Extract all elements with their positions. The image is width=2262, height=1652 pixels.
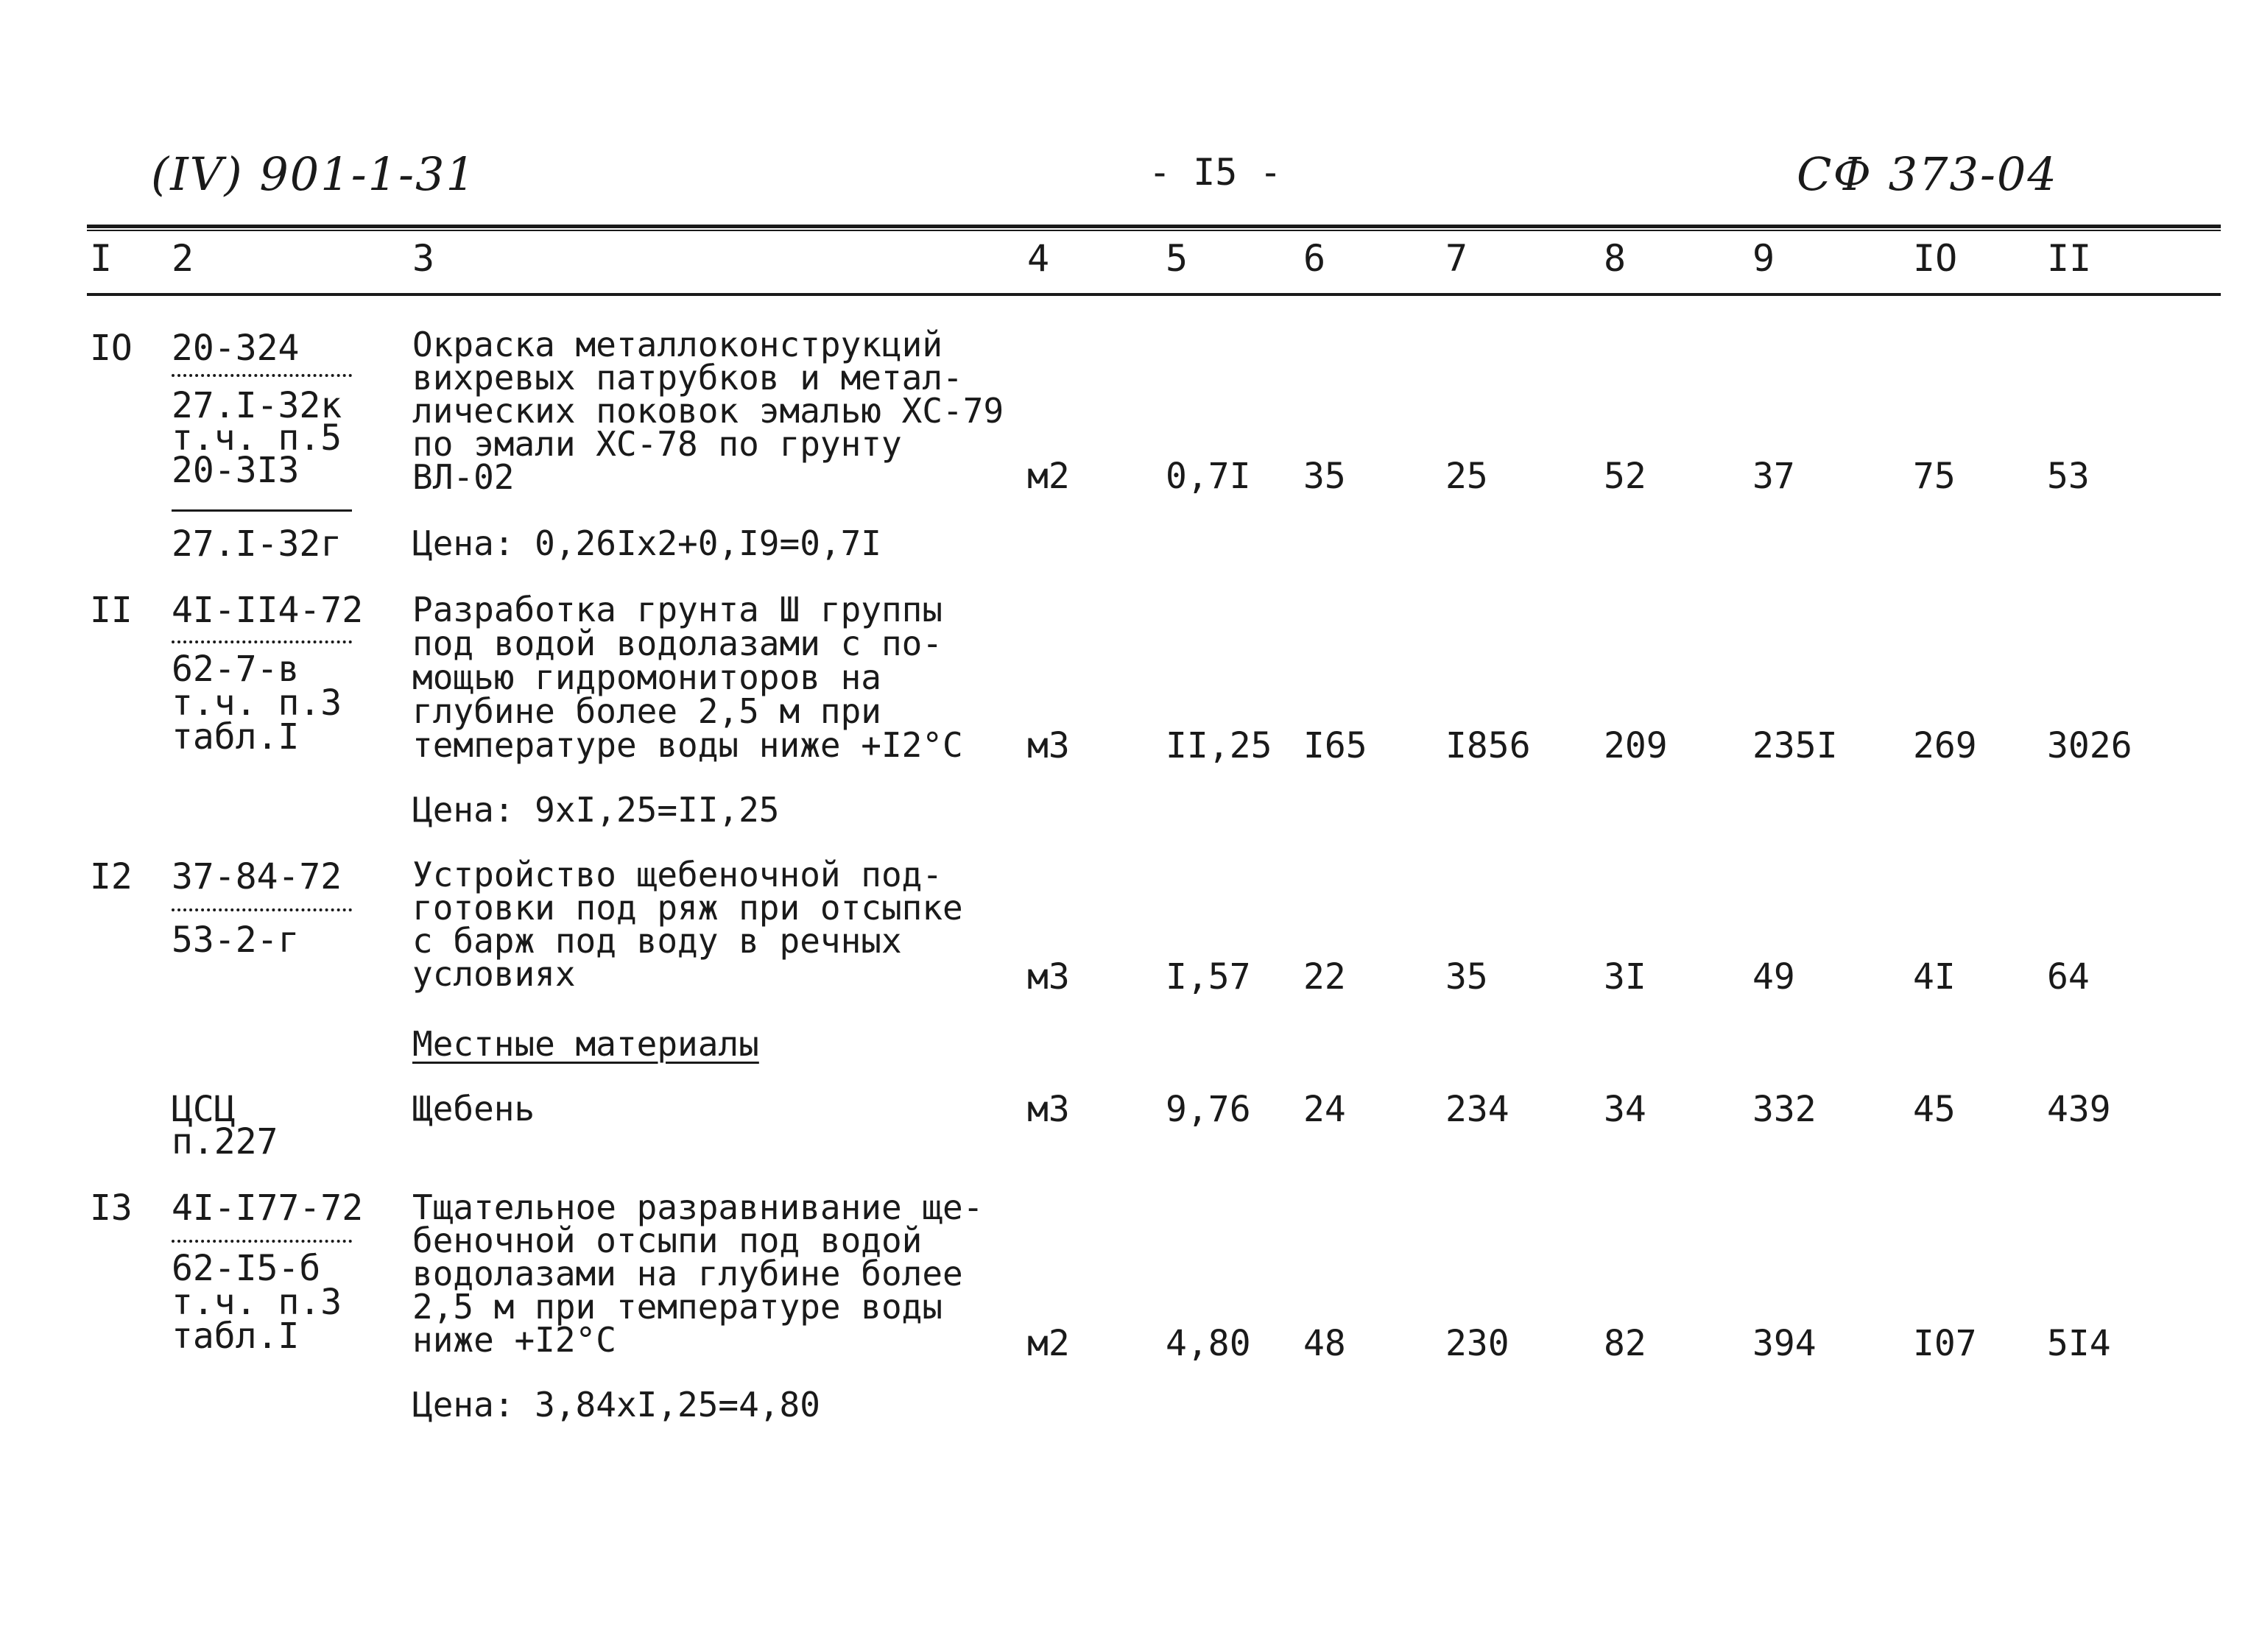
value-col6: 48 [1303,1323,1346,1364]
norm-code: табл.I [172,716,300,758]
description-line: 2,5 м при температуре воды [412,1287,943,1327]
norm-code: 20-3I3 [172,450,300,491]
description-line: беночной отсыпи под водой [412,1221,923,1260]
col-header-3: 3 [412,237,435,280]
value-col11: 3026 [2047,725,2132,766]
document-code: (IV) 901-1-31 [151,147,476,201]
value-col8: 82 [1604,1323,1646,1364]
fraction-line [172,374,352,377]
top-rule-thin [87,230,2221,231]
value-col7: 230 [1445,1323,1509,1364]
value-col11: 5I4 [2047,1323,2111,1364]
col-header-1: I [90,237,113,280]
value-col8: 34 [1604,1089,1646,1130]
norm-code: 27.I-32г [172,523,342,565]
description-line: Тщательное разравнивание ще- [412,1187,984,1227]
norm-code: п.227 [172,1121,278,1162]
description-line: ВЛ-02 [412,457,515,497]
row-number: II [90,590,133,631]
unit: м3 [1027,956,1070,998]
description-line: Щебень [412,1089,535,1129]
col-header-2: 2 [172,237,194,280]
norm-code: ЦСЦ [172,1089,236,1130]
norm-code: 27.I-32к [172,385,342,426]
value-col6: 35 [1303,456,1346,497]
col-header-8: 8 [1604,237,1627,280]
unit: м3 [1027,1089,1070,1130]
value-col5: 0,7I [1166,456,1251,497]
norm-code: 53-2-г [172,919,300,961]
value-col10: I07 [1913,1323,1977,1364]
unit: м3 [1027,725,1070,766]
description-line: Разработка грунта Ш группы [412,590,943,629]
norm-code: 37-84-72 [172,856,342,897]
row-number: I2 [90,856,133,897]
value-col5: I,57 [1166,956,1251,998]
value-col11: 64 [2047,956,2090,998]
norm-code: 62-7-в [172,649,300,690]
value-col7: 234 [1445,1089,1509,1130]
description-line: водолазами на глубине более [412,1254,963,1293]
value-col10: 75 [1913,456,1956,497]
value-col9: 332 [1752,1089,1817,1130]
description-line: с барж под воду в речных [412,921,902,961]
value-col10: 45 [1913,1089,1956,1130]
norm-code: 4I-II4-72 [172,590,364,631]
unit: м2 [1027,456,1070,497]
norm-code: 4I-I77-72 [172,1187,364,1229]
value-col5: II,25 [1166,725,1272,766]
col-header-5: 5 [1166,237,1188,280]
value-col7: I856 [1445,725,1531,766]
description-line: под водой водолазами с по- [412,624,943,663]
value-col11: 439 [2047,1089,2111,1130]
norm-code: т.ч. п.3 [172,682,342,724]
row-number: I3 [90,1187,133,1229]
fraction-line [172,1240,352,1243]
value-col8: 209 [1604,725,1668,766]
value-col6: 22 [1303,956,1346,998]
description-line: лических поковок эмалью ХС-79 [412,391,1004,431]
description-line: готовки под ряж при отсыпке [412,888,963,928]
description-line: мощью гидромониторов на [412,657,881,697]
sheet-code: СФ 373-04 [1797,147,2058,201]
norm-code: 62-I5-б [172,1248,321,1289]
price-calculation: Цена: 9хI,25=II,25 [412,790,780,830]
value-col9: 235I [1752,725,1838,766]
value-col6: I65 [1303,725,1367,766]
value-col5: 4,80 [1166,1323,1251,1364]
value-col9: 37 [1752,456,1795,497]
description-line: температуре воды ниже +I2°С [412,725,963,765]
value-col7: 25 [1445,456,1488,497]
fraction-line [172,640,352,643]
section-heading: Местные материалы [412,1024,759,1064]
description-line: ниже +I2°С [412,1320,616,1360]
price-calculation: Цена: 0,26Iх2+0,I9=0,7I [412,523,881,563]
value-col9: 394 [1752,1323,1817,1364]
col-header-9: 9 [1752,237,1775,280]
fraction-line [172,908,352,911]
value-col6: 24 [1303,1089,1346,1130]
norm-code: табл.I [172,1316,300,1357]
description-line: глубине более 2,5 м при [412,691,881,731]
value-col5: 9,76 [1166,1089,1251,1130]
col-header-10: IO [1913,237,1958,280]
unit: м2 [1027,1323,1070,1364]
value-col10: 269 [1913,725,1977,766]
value-col10: 4I [1913,956,1956,998]
description-line: вихревых патрубков и метал- [412,358,963,398]
price-calculation: Цена: 3,84хI,25=4,80 [412,1385,820,1425]
col-header-6: 6 [1303,237,1326,280]
page-number: - I5 - [1149,151,1282,194]
norm-code: т.ч. п.3 [172,1282,342,1323]
row-number: IO [90,328,133,369]
value-col11: 53 [2047,456,2090,497]
description-line: Окраска металлоконструкций [412,325,943,364]
description-line: условиях [412,954,576,994]
col-header-7: 7 [1445,237,1468,280]
norm-code: т.ч. п.5 [172,417,342,459]
value-col8: 52 [1604,456,1646,497]
description-line: Устройство щебеночной под- [412,855,943,894]
header-rule [87,293,2221,296]
value-col8: 3I [1604,956,1646,998]
value-col9: 49 [1752,956,1795,998]
fraction-line [172,509,352,512]
top-rule [87,225,2221,228]
col-header-4: 4 [1027,237,1050,280]
col-header-11: II [2047,237,2092,280]
description-line: по эмали ХС-78 по грунту [412,424,902,464]
norm-code: 20-324 [172,328,300,369]
value-col7: 35 [1445,956,1488,998]
